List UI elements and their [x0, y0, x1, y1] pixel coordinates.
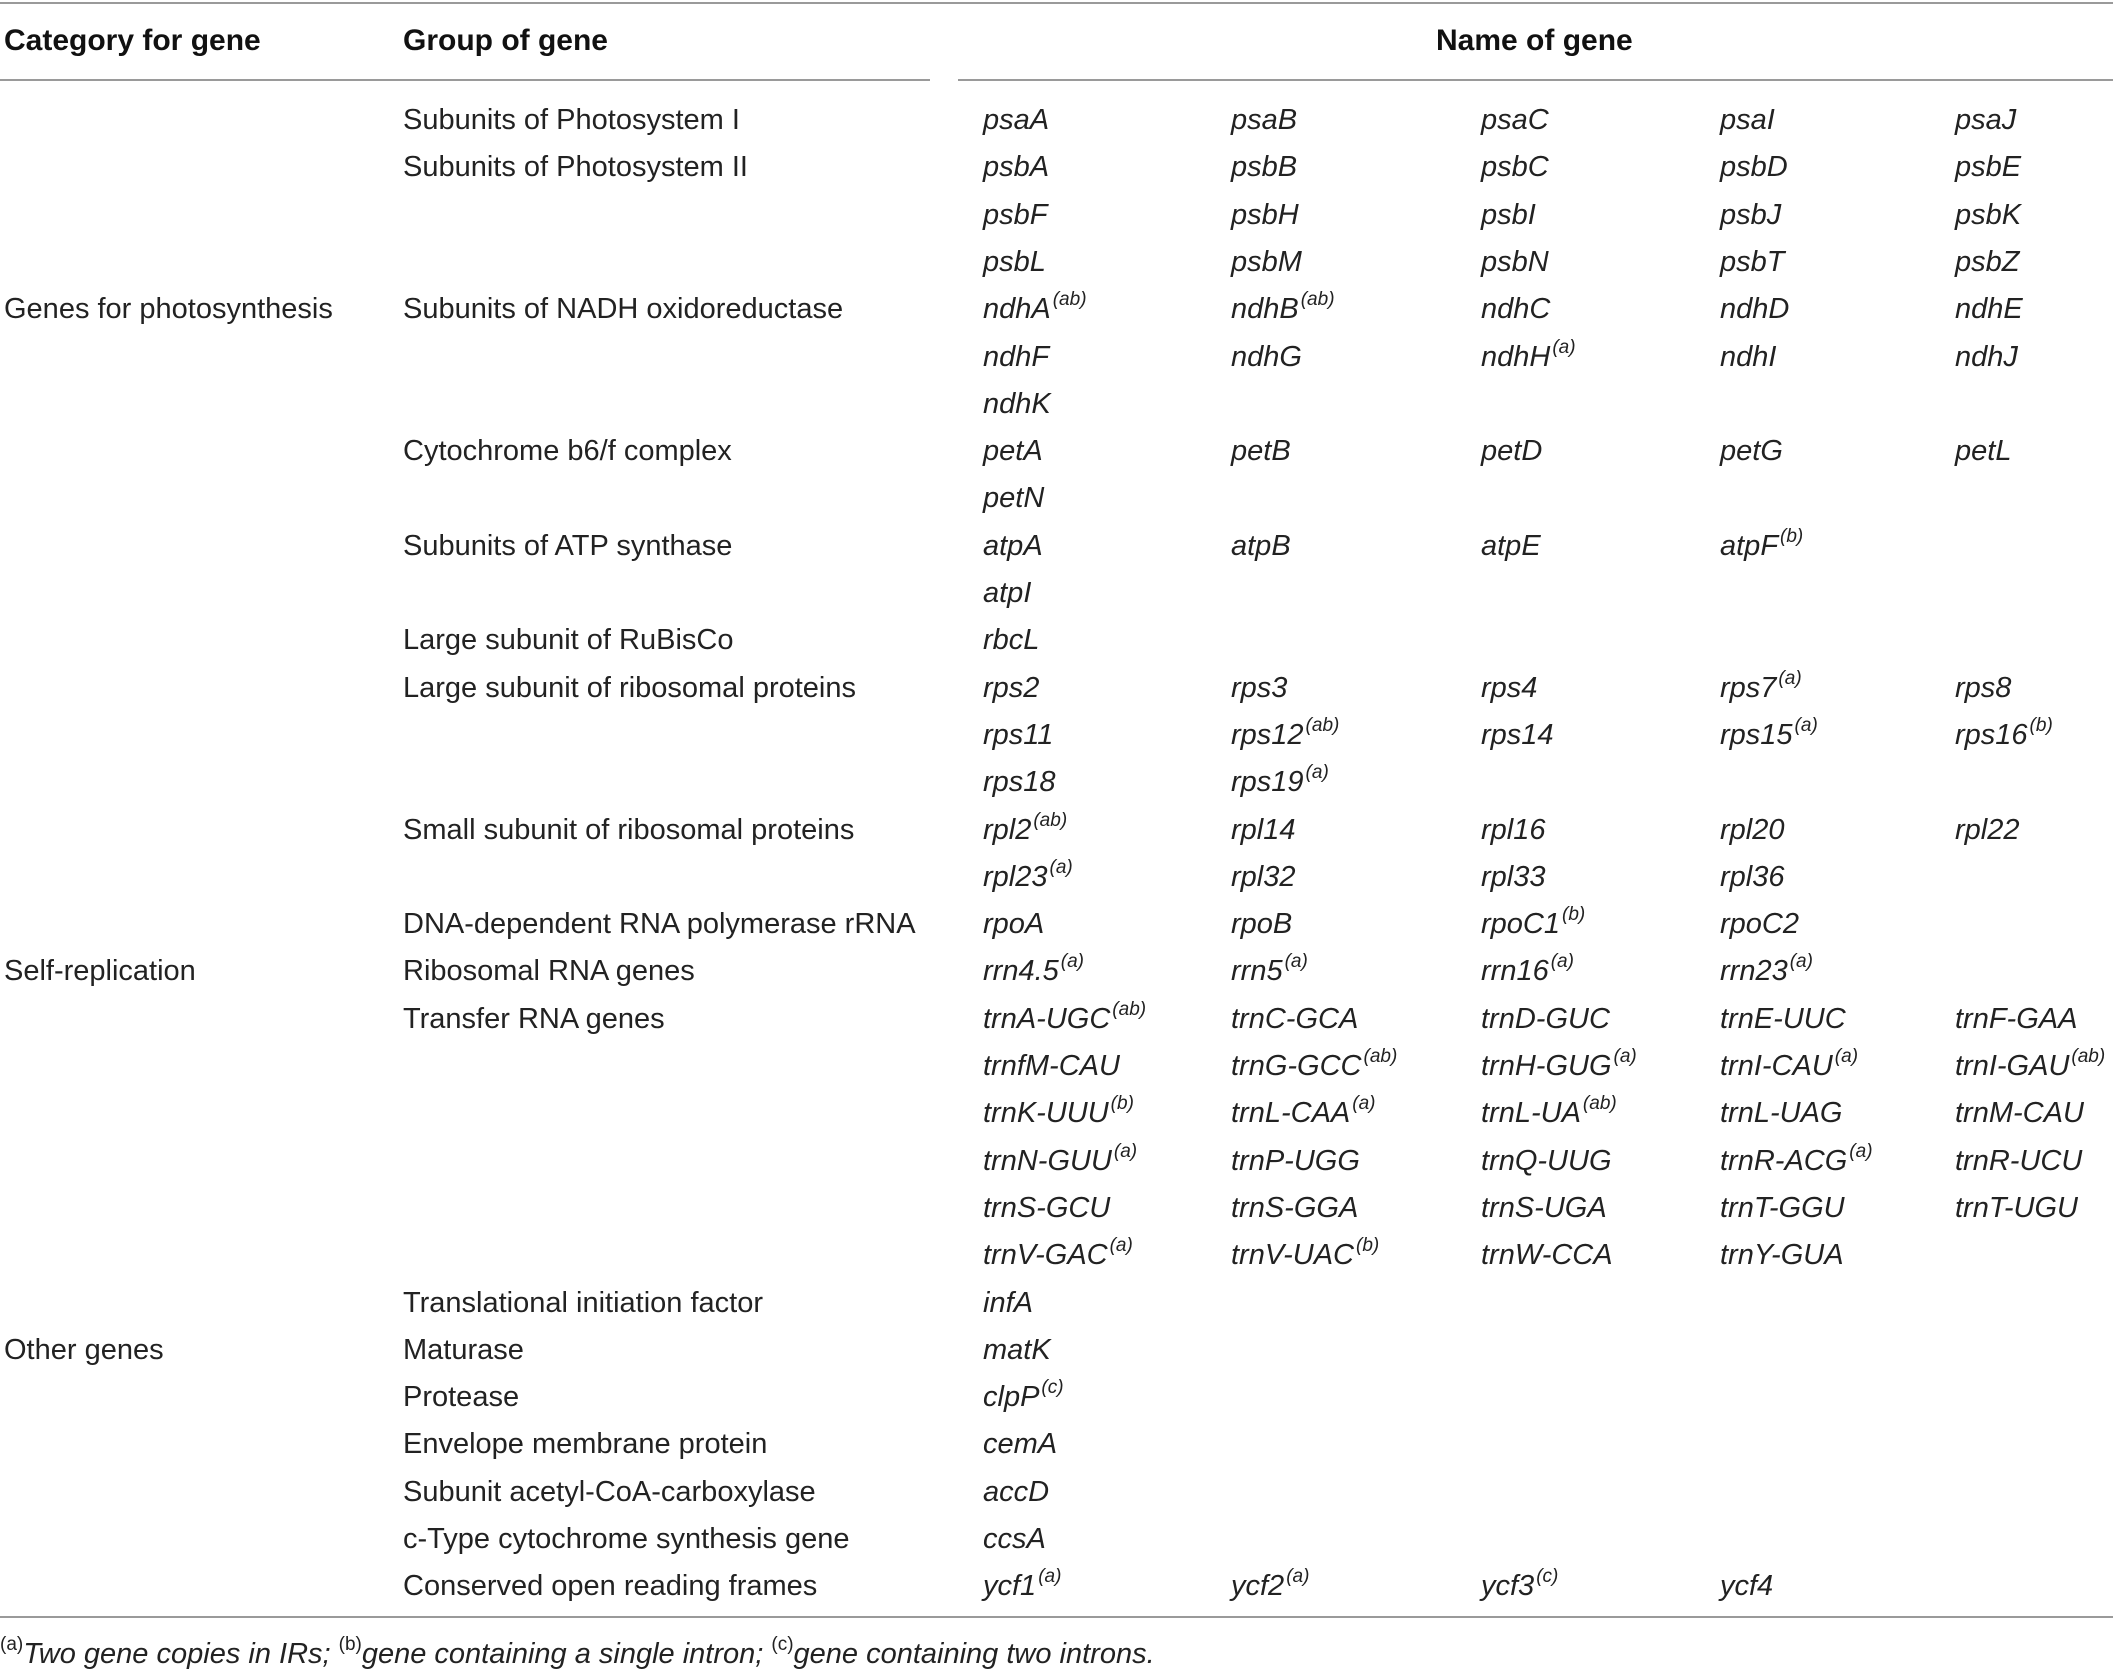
- gene-cell: [1231, 528, 1291, 564]
- group-label: Subunit acetyl-CoA-carboxylase: [403, 1476, 816, 1508]
- gene-cell: [983, 149, 1049, 185]
- gene-cell: [983, 953, 1084, 989]
- gene-name: ycf2: [1231, 1570, 1285, 1602]
- gene-name: ndhC: [1481, 293, 1551, 325]
- gene-cell: [1231, 244, 1302, 280]
- gene-cell: [1231, 149, 1297, 185]
- gene-footnote-mark: (a): [1038, 1566, 1062, 1587]
- gene-footnote-mark: (ab): [1033, 810, 1068, 831]
- gene-cell: [983, 1048, 1120, 1084]
- group-label: Ribosomal RNA genes: [403, 955, 695, 987]
- gene-name: trnI-CAU: [1720, 1050, 1833, 1082]
- gene-name: ndhB: [1231, 293, 1299, 325]
- gene-name: ndhJ: [1955, 341, 2018, 373]
- gene-footnote-mark: (ab): [1300, 289, 1335, 310]
- gene-cell: [1231, 764, 1329, 800]
- bottom-rule: [0, 1616, 2113, 1618]
- gene-cell: [1481, 1143, 1612, 1179]
- gene-name: trnT-GGU: [1720, 1192, 1845, 1224]
- gene-cell: [1955, 812, 2020, 848]
- gene-name: trnW-CCA: [1481, 1239, 1613, 1271]
- gene-name: infA: [983, 1287, 1033, 1319]
- gene-name: trnI-GAU: [1955, 1050, 2070, 1082]
- gene-name: rps14: [1481, 719, 1554, 751]
- gene-name: trnF-GAA: [1955, 1003, 2078, 1035]
- gene-name: psbL: [983, 246, 1046, 278]
- header-group: Group of gene: [403, 24, 608, 57]
- gene-cell: [1955, 102, 2016, 138]
- gene-name: rpl36: [1720, 861, 1785, 893]
- gene-footnote-mark: (a): [1286, 1566, 1310, 1587]
- gene-footnote-mark: (a): [1834, 1046, 1859, 1067]
- gene-cell: [983, 622, 1039, 658]
- gene-footnote-mark: (ab): [1112, 999, 1147, 1020]
- gene-footnote-mark: (a): [1794, 715, 1818, 736]
- gene-name: rps4: [1481, 672, 1538, 704]
- gene-cell: [1231, 1568, 1309, 1604]
- gene-footnote-mark: (b): [1356, 1235, 1380, 1256]
- gene-name: rpl2: [983, 814, 1032, 846]
- gene-name: petB: [1231, 435, 1291, 467]
- gene-name: rpl20: [1720, 814, 1785, 846]
- gene-name: rpl33: [1481, 861, 1546, 893]
- group-label: Large subunit of RuBisCo: [403, 624, 734, 656]
- gene-name: rpl32: [1231, 861, 1296, 893]
- gene-footnote-mark: (a): [1789, 951, 1813, 972]
- gene-name: rrn4.5: [983, 955, 1059, 987]
- gene-cell: [1720, 149, 1788, 185]
- gene-name: psbZ: [1955, 246, 2020, 278]
- gene-cell: [983, 1095, 1134, 1131]
- gene-name: ycf1: [983, 1570, 1037, 1602]
- gene-name: rpoA: [983, 908, 1045, 940]
- gene-footnote-mark: (c): [1041, 1377, 1064, 1398]
- gene-footnote-mark: (a): [1778, 668, 1802, 689]
- gene-cell: [983, 480, 1044, 516]
- gene-cell: [1231, 1190, 1358, 1226]
- gene-footnote-mark: (a): [1613, 1046, 1637, 1067]
- gene-name: rpoB: [1231, 908, 1293, 940]
- gene-name: petD: [1481, 435, 1543, 467]
- gene-name: trnS-GGA: [1231, 1192, 1359, 1224]
- gene-name: trnT-UGU: [1955, 1192, 2078, 1224]
- gene-name: ycf3: [1481, 1570, 1535, 1602]
- gene-cell: [983, 1474, 1049, 1510]
- gene-cell: [1720, 859, 1785, 895]
- gene-cell: [983, 1379, 1064, 1415]
- group-label: Maturase: [403, 1334, 524, 1366]
- gene-cell: [1481, 197, 1536, 233]
- gene-name: trnY-GUA: [1720, 1239, 1844, 1271]
- gene-cell: [1231, 291, 1335, 327]
- gene-cell: [983, 291, 1087, 327]
- gene-name: trnL-UAG: [1720, 1097, 1843, 1129]
- gene-cell: [1720, 1237, 1844, 1273]
- gene-cell: [1231, 1237, 1379, 1273]
- gene-name: trnfM-CAU: [983, 1050, 1120, 1082]
- group-label: Small subunit of ribosomal proteins: [403, 814, 855, 846]
- gene-cell: [1720, 197, 1781, 233]
- gene-footnote-mark: (a): [1060, 951, 1084, 972]
- gene-name: rps2: [983, 672, 1040, 704]
- gene-cell: [1481, 1095, 1617, 1131]
- gene-cell: [983, 575, 1031, 611]
- group-label: Subunits of NADH oxidoreductase: [403, 293, 844, 325]
- gene-cell: [1720, 1190, 1845, 1226]
- gene-cell: [1955, 1143, 2082, 1179]
- gene-cell: [1481, 953, 1574, 989]
- gene-footnote-mark: (a): [1109, 1235, 1133, 1256]
- gene-cell: [1231, 433, 1291, 469]
- gene-name: rpoC2: [1720, 908, 1799, 940]
- gene-cell: [1720, 244, 1784, 280]
- gene-name: psbM: [1231, 246, 1302, 278]
- gene-cell: [1955, 291, 2023, 327]
- gene-name: trnC-GCA: [1231, 1003, 1359, 1035]
- gene-name: ndhD: [1720, 293, 1790, 325]
- group-label: DNA-dependent RNA polymerase rRNA: [403, 908, 916, 940]
- gene-name: rrn23: [1720, 955, 1788, 987]
- gene-cell: [1955, 244, 2019, 280]
- gene-name: psbB: [1231, 151, 1298, 183]
- gene-name: matK: [983, 1334, 1051, 1366]
- footnote: [0, 1636, 1155, 1672]
- gene-name: trnS-GCU: [983, 1192, 1111, 1224]
- gene-cell: [983, 1568, 1061, 1604]
- gene-cell: [1955, 1095, 2084, 1131]
- group-label: Subunits of Photosystem II: [403, 151, 748, 183]
- gene-cell: [1720, 1143, 1873, 1179]
- gene-footnote-mark: (ab): [1363, 1046, 1398, 1067]
- gene-name: ccsA: [983, 1523, 1046, 1555]
- gene-footnote-mark: (c): [1536, 1566, 1559, 1587]
- gene-cell: [1955, 339, 2018, 375]
- gene-name: clpP: [983, 1381, 1040, 1413]
- gene-cell: [1481, 339, 1576, 375]
- group-label: Subunits of Photosystem I: [403, 104, 740, 136]
- gene-name: petG: [1720, 435, 1783, 467]
- gene-cell: [1231, 717, 1339, 753]
- gene-cell: [1231, 859, 1296, 895]
- gene-name: trnL-UA: [1481, 1097, 1581, 1129]
- group-label: Protease: [403, 1381, 520, 1413]
- gene-name: psbN: [1481, 246, 1549, 278]
- header-category: Category for gene: [4, 24, 261, 57]
- gene-name: psbD: [1720, 151, 1788, 183]
- gene-name: trnK-UUU: [983, 1097, 1109, 1129]
- gene-footnote-mark: (a): [1552, 337, 1576, 358]
- gene-name: trnV-UAC: [1231, 1239, 1354, 1271]
- gene-name: psaB: [1231, 104, 1298, 136]
- gene-cell: [1955, 197, 2021, 233]
- gene-name: rbcL: [983, 624, 1040, 656]
- gene-name: psaJ: [1955, 104, 2017, 136]
- gene-footnote-mark: (a): [1352, 1093, 1376, 1114]
- gene-cell: [1231, 1143, 1360, 1179]
- gene-name: trnA-UGC: [983, 1003, 1111, 1035]
- gene-name: rps18: [983, 766, 1056, 798]
- category-label: Self-replication: [4, 955, 196, 987]
- gene-name: petN: [983, 482, 1045, 514]
- footnote-a-text: Two gene copies in IRs;: [23, 1638, 339, 1670]
- group-label: Transfer RNA genes: [403, 1003, 665, 1035]
- category-label: Genes for photosynthesis: [4, 293, 333, 325]
- gene-footnote-mark: (b): [1780, 526, 1804, 547]
- gene-cell: [983, 1285, 1033, 1321]
- gene-cell: [1481, 1190, 1607, 1226]
- gene-name: atpB: [1231, 530, 1291, 562]
- gene-cell: [1720, 1095, 1842, 1131]
- gene-cell: [1481, 291, 1550, 327]
- footnote-b-text: gene containing a single intron;: [361, 1638, 772, 1670]
- gene-cell: [983, 1237, 1133, 1273]
- group-label: Translational initiation factor: [403, 1287, 763, 1319]
- gene-cell: [1231, 197, 1299, 233]
- gene-name: rpoC1: [1481, 908, 1560, 940]
- gene-name: psbK: [1955, 199, 2022, 231]
- gene-name: trnQ-UUG: [1481, 1145, 1612, 1177]
- gene-name: ndhF: [983, 341, 1050, 373]
- gene-footnote-mark: (ab): [1305, 715, 1340, 736]
- gene-name: ycf4: [1720, 1570, 1774, 1602]
- group-label: Large subunit of ribosomal proteins: [403, 672, 856, 704]
- gene-footnote-mark: (ab): [2071, 1046, 2106, 1067]
- gene-name: rpl16: [1481, 814, 1546, 846]
- gene-cell: [1955, 717, 2053, 753]
- gene-cell: [983, 244, 1046, 280]
- gene-cell: [1481, 906, 1585, 942]
- gene-cell: [983, 433, 1043, 469]
- gene-cell: [1720, 1001, 1846, 1037]
- gene-cell: [1481, 859, 1546, 895]
- gene-cell: [983, 102, 1049, 138]
- gene-footnote-mark: (ab): [1052, 289, 1087, 310]
- gene-cell: [983, 764, 1056, 800]
- gene-name: rps16: [1955, 719, 2028, 751]
- gene-name: trnR-UCU: [1955, 1145, 2083, 1177]
- gene-footnote-mark: (a): [1550, 951, 1574, 972]
- footnote-b-mark: (b): [338, 1634, 362, 1655]
- gene-name: trnP-UGG: [1231, 1145, 1360, 1177]
- gene-name: psbE: [1955, 151, 2022, 183]
- gene-footnote-mark: (a): [1113, 1141, 1138, 1162]
- gene-cell: [983, 1332, 1051, 1368]
- gene-cell: [1231, 812, 1296, 848]
- gene-name: cemA: [983, 1428, 1058, 1460]
- gene-cell: [983, 1190, 1110, 1226]
- gene-name: trnL-CAA: [1231, 1097, 1351, 1129]
- gene-cell: [1231, 339, 1302, 375]
- gene-cell: [1955, 670, 2011, 706]
- gene-cell: [1720, 102, 1775, 138]
- gene-name: ndhG: [1231, 341, 1302, 373]
- gene-name: petL: [1955, 435, 2012, 467]
- gene-name: rps11: [983, 719, 1054, 751]
- gene-name: psbF: [983, 199, 1048, 231]
- gene-name: trnG-GCC: [1231, 1050, 1362, 1082]
- gene-name: atpA: [983, 530, 1043, 562]
- gene-cell: [1720, 339, 1776, 375]
- gene-name: rpl23: [983, 861, 1048, 893]
- gene-name: atpE: [1481, 530, 1541, 562]
- footnote-a-mark: (a): [0, 1634, 24, 1655]
- gene-cell: [983, 1426, 1057, 1462]
- gene-name: atpF: [1720, 530, 1779, 562]
- gene-name: rps12: [1231, 719, 1304, 751]
- gene-name: trnH-GUG: [1481, 1050, 1612, 1082]
- gene-name: trnE-UUC: [1720, 1003, 1846, 1035]
- gene-cell: [1720, 953, 1813, 989]
- gene-name: psbT: [1720, 246, 1785, 278]
- gene-footnote-mark: (ab): [1582, 1093, 1617, 1114]
- gene-name: rps19: [1231, 766, 1304, 798]
- gene-cell: [1720, 1568, 1773, 1604]
- gene-name: trnD-GUC: [1481, 1003, 1610, 1035]
- gene-footnote-mark: (a): [1849, 1141, 1873, 1162]
- gene-cell: [1720, 1048, 1858, 1084]
- gene-cell: [983, 670, 1039, 706]
- gene-cell: [983, 812, 1067, 848]
- gene-footnote-mark: (a): [1305, 762, 1329, 783]
- gene-name: ndhK: [983, 388, 1051, 420]
- gene-cell: [1481, 1237, 1613, 1273]
- group-label: Subunits of ATP synthase: [403, 530, 733, 562]
- gene-cell: [1720, 528, 1803, 564]
- group-label: c-Type cytochrome synthesis gene: [403, 1523, 850, 1555]
- gene-name: ndhE: [1955, 293, 2023, 325]
- gene-name: ndhH: [1481, 341, 1551, 373]
- gene-cell: [1955, 149, 2021, 185]
- gene-cell: [1955, 1190, 2078, 1226]
- gene-cell: [1955, 1001, 2077, 1037]
- gene-cell: [1720, 906, 1799, 942]
- gene-name: rps15: [1720, 719, 1793, 751]
- gene-cell: [1720, 433, 1783, 469]
- top-rule: [0, 2, 2113, 4]
- gene-cell: [1481, 528, 1541, 564]
- gene-name: rps7: [1720, 672, 1777, 704]
- gene-footnote-mark: (b): [1562, 904, 1586, 925]
- gene-name: accD: [983, 1476, 1050, 1508]
- gene-name: psaA: [983, 104, 1050, 136]
- header-name: Name of gene: [1436, 24, 1633, 57]
- gene-cell: [1231, 1095, 1376, 1131]
- gene-name: petA: [983, 435, 1043, 467]
- category-label: Other genes: [4, 1334, 164, 1366]
- gene-cell: [983, 1143, 1137, 1179]
- gene-cell: [1231, 1001, 1358, 1037]
- header-rule-left: [0, 79, 930, 81]
- gene-cell: [983, 1521, 1046, 1557]
- gene-cell: [1231, 1048, 1397, 1084]
- gene-name: rps8: [1955, 672, 2012, 704]
- footnote-c-mark: (c): [771, 1634, 794, 1655]
- gene-name: rrn16: [1481, 955, 1549, 987]
- gene-cell: [983, 906, 1044, 942]
- gene-name: rpl22: [1955, 814, 2020, 846]
- gene-name: trnR-ACG: [1720, 1145, 1848, 1177]
- gene-cell: [1481, 717, 1554, 753]
- gene-cell: [1481, 102, 1549, 138]
- gene-name: psaC: [1481, 104, 1549, 136]
- gene-cell: [983, 386, 1051, 422]
- gene-cell: [1481, 1568, 1558, 1604]
- gene-cell: [1231, 906, 1292, 942]
- gene-name: psbH: [1231, 199, 1299, 231]
- gene-cell: [983, 859, 1073, 895]
- gene-cell: [983, 197, 1047, 233]
- gene-cell: [983, 528, 1043, 564]
- gene-name: rrn5: [1231, 955, 1283, 987]
- gene-name: psbA: [983, 151, 1050, 183]
- gene-cell: [1231, 953, 1308, 989]
- gene-cell: [983, 339, 1049, 375]
- gene-cell: [1481, 149, 1549, 185]
- gene-cell: [1955, 1048, 2105, 1084]
- gene-name: psaI: [1720, 104, 1775, 136]
- gene-cell: [1481, 670, 1537, 706]
- gene-cell: [1231, 102, 1297, 138]
- gene-cell: [1481, 1048, 1637, 1084]
- gene-name: trnS-UGA: [1481, 1192, 1607, 1224]
- gene-cell: [1481, 1001, 1610, 1037]
- gene-name: trnN-GUU: [983, 1145, 1112, 1177]
- gene-cell: [1955, 433, 2011, 469]
- gene-footnote-mark: (a): [1284, 951, 1308, 972]
- group-label: Conserved open reading frames: [403, 1570, 818, 1602]
- gene-name: rpl14: [1231, 814, 1296, 846]
- gene-cell: [983, 1001, 1146, 1037]
- gene-name: ndhI: [1720, 341, 1777, 373]
- gene-cell: [1720, 670, 1802, 706]
- gene-footnote-mark: (a): [1049, 857, 1073, 878]
- gene-cell: [1720, 812, 1785, 848]
- gene-name: psbC: [1481, 151, 1549, 183]
- gene-cell: [1231, 670, 1287, 706]
- gene-name: psbJ: [1720, 199, 1782, 231]
- gene-name: trnV-GAC: [983, 1239, 1108, 1271]
- gene-cell: [1481, 244, 1549, 280]
- gene-footnote-mark: (b): [2029, 715, 2053, 736]
- gene-name: ndhA: [983, 293, 1051, 325]
- footnote-c-text: gene containing two introns.: [793, 1638, 1155, 1670]
- group-label: Envelope membrane protein: [403, 1428, 768, 1460]
- gene-name: atpI: [983, 577, 1032, 609]
- group-label: Cytochrome b6/f complex: [403, 435, 732, 467]
- gene-cell: [1720, 291, 1789, 327]
- gene-name: trnM-CAU: [1955, 1097, 2084, 1129]
- gene-cell: [1481, 812, 1546, 848]
- header-rule-right: [958, 79, 2113, 81]
- gene-name: psbI: [1481, 199, 1536, 231]
- gene-name: rps3: [1231, 672, 1288, 704]
- gene-cell: [1481, 433, 1542, 469]
- gene-cell: [983, 717, 1053, 753]
- gene-cell: [1720, 717, 1818, 753]
- gene-footnote-mark: (b): [1110, 1093, 1134, 1114]
